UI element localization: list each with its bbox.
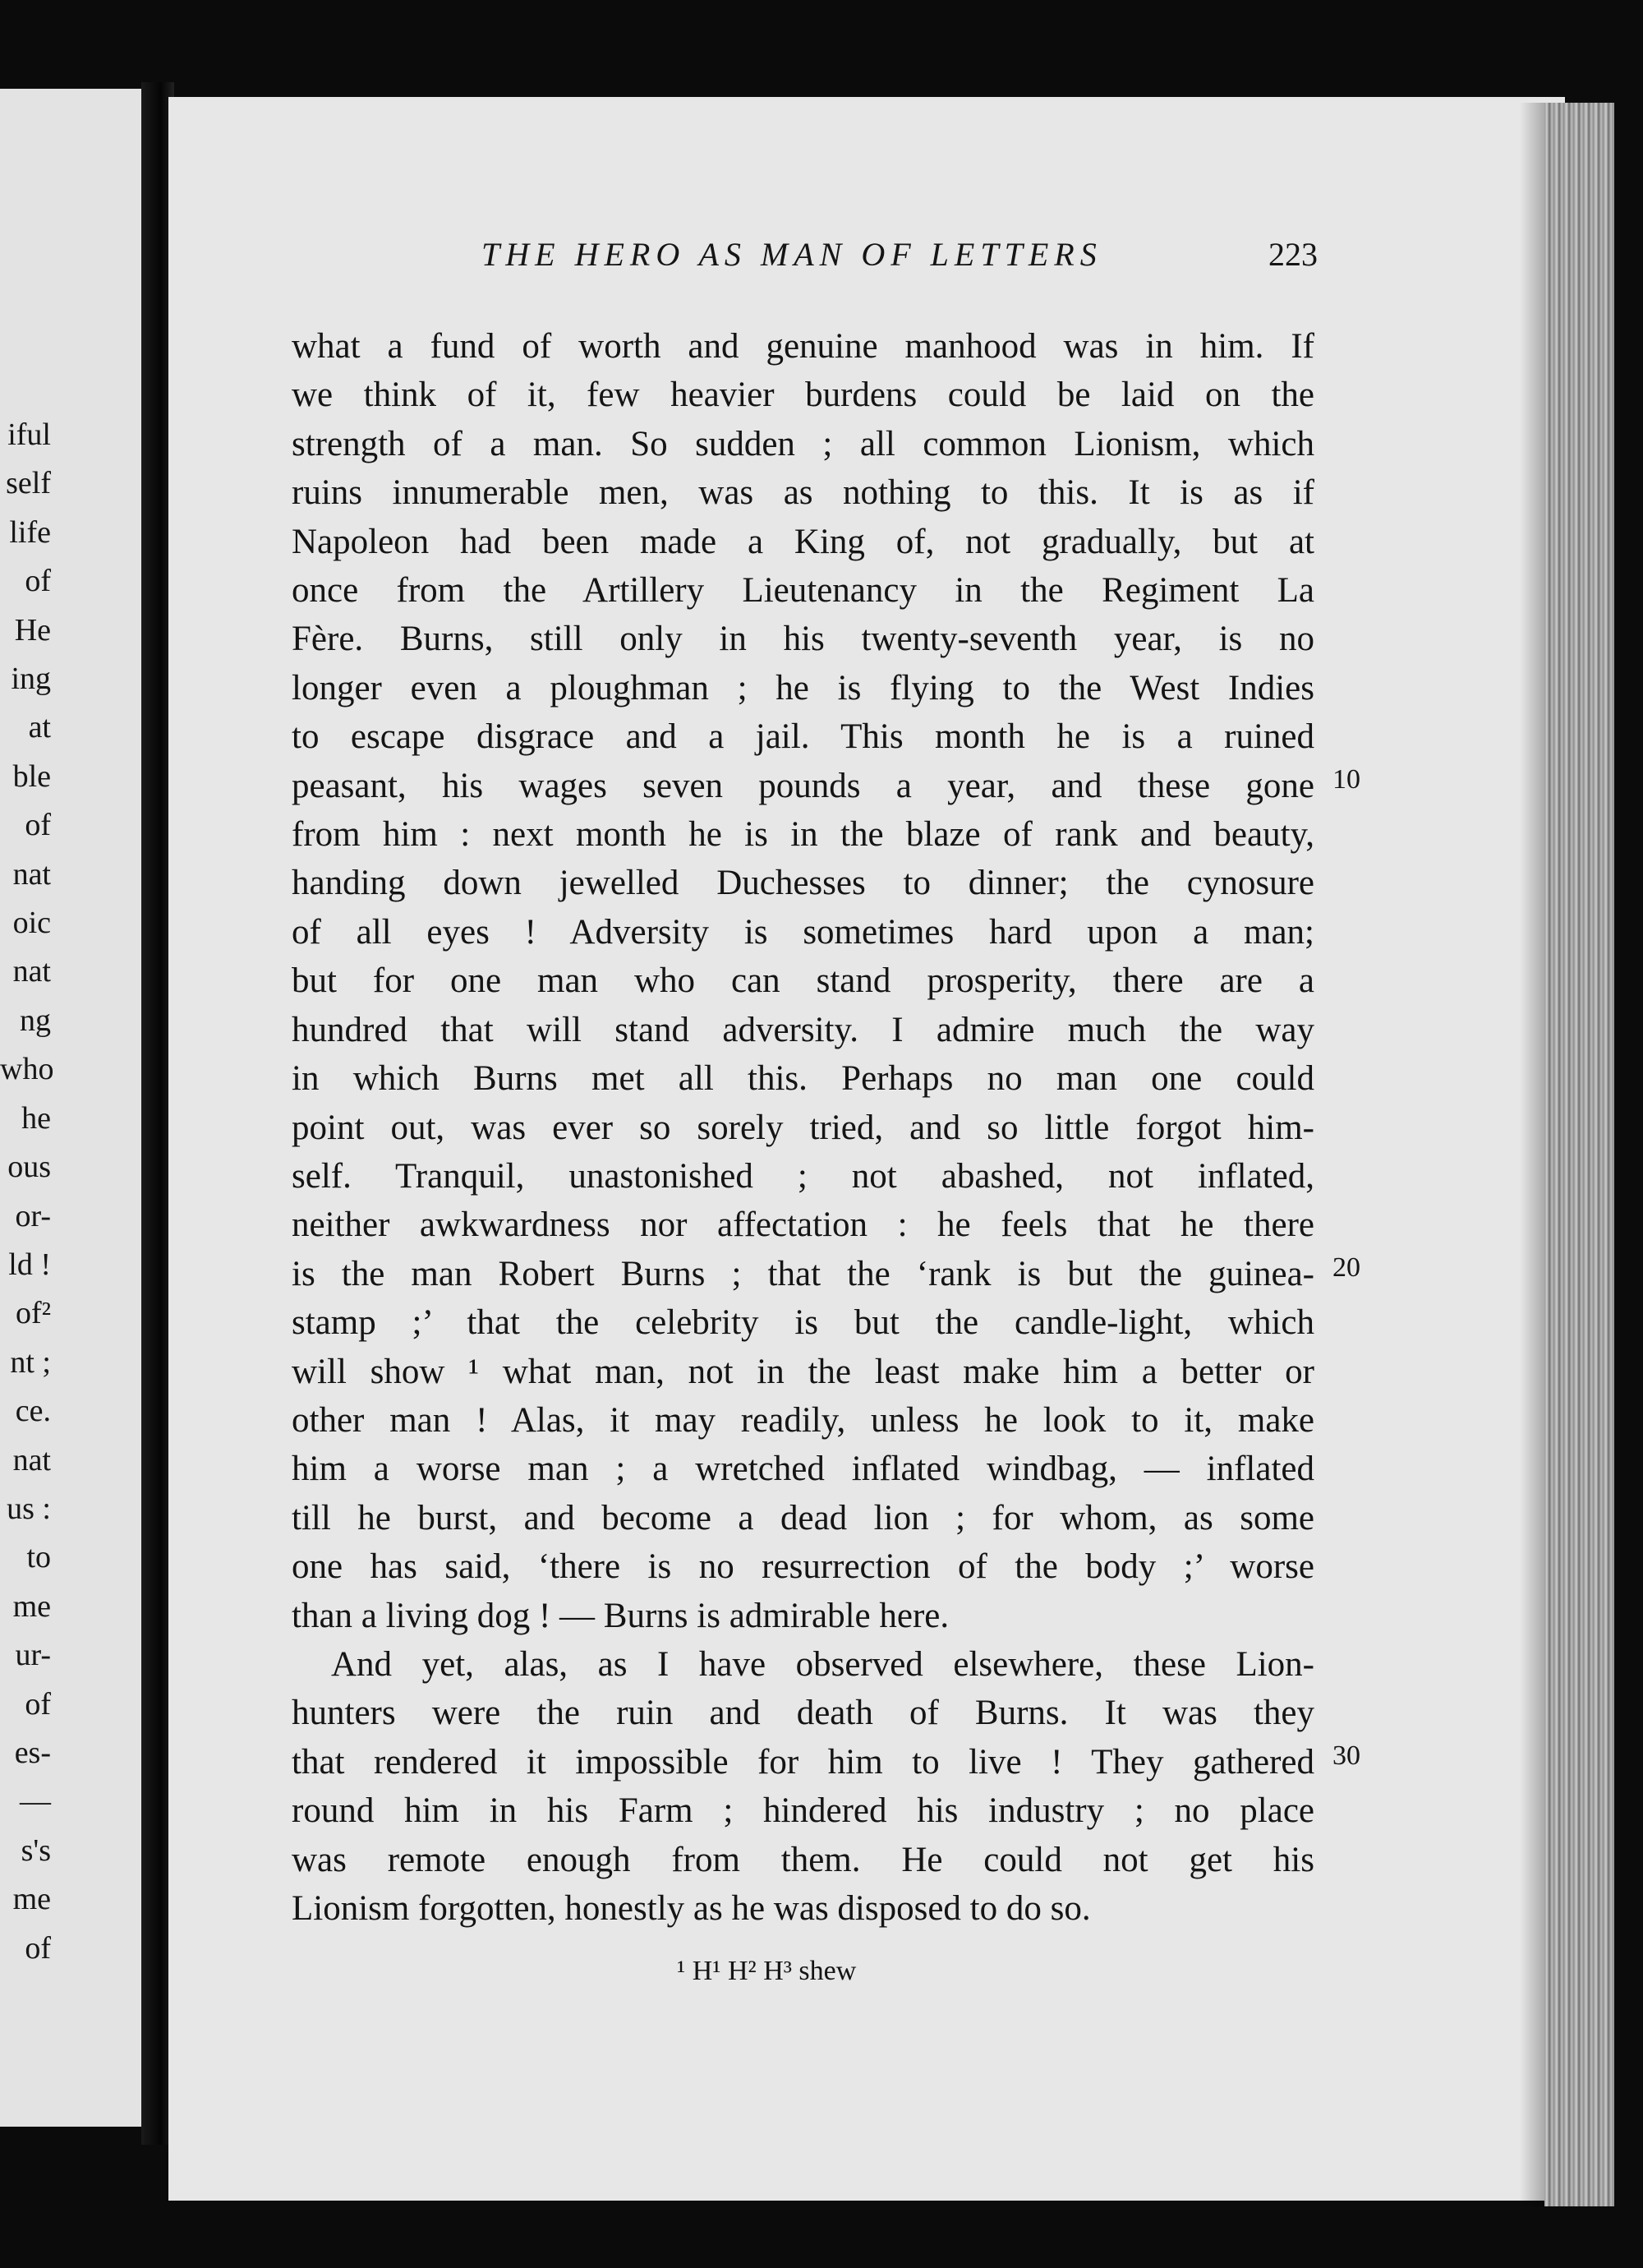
left-page-fragment: nat — [12, 1442, 51, 1477]
text-line: from him : next month he is in the blaze of rank and beauty, — [292, 815, 1314, 855]
left-page-fragment: oic — [12, 906, 51, 941]
left-page — [0, 89, 146, 2127]
text-line: him a worse man ; a wretched inflated windbag, — inflated — [292, 1450, 1314, 1489]
left-page-fragment: nat — [12, 954, 51, 989]
text-line: point out, was ever so sorely tried, and so little forgot him- — [292, 1108, 1314, 1147]
left-page-fragment: of — [25, 1686, 51, 1722]
text-line: neither awkwardness nor affectation : he feels that he there — [292, 1205, 1314, 1245]
left-page-fragment: ce. — [15, 1394, 51, 1429]
text-line: longer even a ploughman ; he is flying to the West Indies — [292, 668, 1314, 708]
left-page-fragment: he — [21, 1100, 51, 1136]
text-line: hundred that will stand adversity. I admire much the way — [292, 1010, 1314, 1049]
text-line: of all eyes ! Adversity is sometimes hard upon a man; — [292, 912, 1314, 952]
page-number: 223 — [1268, 236, 1318, 273]
text-line: Napoleon had been made a King of, not gradually, but at — [292, 522, 1314, 561]
left-page-fragment: self — [6, 466, 51, 501]
left-page-fragment: iful — [7, 417, 51, 452]
line-number-20: 20 — [1332, 1252, 1360, 1283]
text-line: in which Burns met all this. Perhaps no man one could — [292, 1059, 1314, 1099]
left-page-fragment: ous — [7, 1150, 51, 1185]
left-page-fragment: of — [25, 808, 51, 843]
text-line: that rendered it impossible for him to live ! They gathered — [292, 1742, 1314, 1782]
text-line: to escape disgrace and a jail. This month he is a ruined — [292, 717, 1314, 757]
left-page-fragment: nt ; — [10, 1344, 51, 1380]
left-page-fragment: ng — [20, 1003, 51, 1038]
left-page-fragment: es- — [14, 1735, 51, 1770]
text-line: one has said, ‘there is no resurrection of the body ;’ worse — [292, 1547, 1314, 1587]
running-head: THE HERO AS MAN OF LETTERS — [481, 236, 1102, 273]
text-line: stamp ;’ that the celebrity is but the candle-light, which — [292, 1303, 1314, 1343]
text-line: other man ! Alas, it may readily, unless he look to it, make — [292, 1400, 1314, 1440]
text-line: than a living dog ! — Burns is admirable here. — [292, 1596, 950, 1635]
left-page-fragment: or- — [15, 1198, 51, 1233]
left-page-fragment: who — [0, 1052, 54, 1087]
left-page-text-fragments — [0, 411, 54, 1973]
page-edges — [1544, 103, 1614, 2206]
left-page-fragment: life — [9, 514, 51, 550]
left-page-fragment: — — [20, 1784, 51, 1819]
text-line: Fère. Burns, still only in his twenty-seventh year, is no — [292, 620, 1314, 659]
text-line: peasant, his wages seven pounds a year, and these gone — [292, 766, 1314, 805]
line-number-10: 10 — [1332, 764, 1360, 795]
text-line: strength of a man. So sudden ; all common Lionism, which — [292, 424, 1314, 463]
left-page-fragment: of² — [15, 1296, 51, 1331]
text-line: And yet, alas, as I have observed elsewhere, these Lion- — [331, 1644, 1314, 1684]
body-text — [292, 322, 1314, 1933]
line-number-30: 30 — [1332, 1740, 1360, 1771]
text-line: Lionism forgotten, honestly as he was disposed to do so. — [292, 1889, 1091, 1928]
left-page-fragment: nat — [12, 856, 51, 892]
text-line: handing down jewelled Duchesses to dinner; the cynosure — [292, 864, 1314, 903]
left-page-fragment: s's — [21, 1832, 51, 1868]
text-line: but for one man who can stand prosperity, there are a — [292, 961, 1314, 1001]
text-line: hunters were the ruin and death of Burns. It was they — [292, 1694, 1314, 1733]
text-line: round him in his Farm ; hindered his industry ; no place — [292, 1791, 1314, 1831]
text-line: self. Tranquil, unastonished ; not abashed, not inflated, — [292, 1156, 1314, 1196]
text-line: was remote enough from them. He could not get his — [292, 1840, 1314, 1879]
text-line: till he burst, and become a dead lion ; for whom, as some — [292, 1498, 1314, 1537]
text-line: what a fund of worth and genuine manhood was in him. If — [292, 327, 1314, 366]
left-page-fragment: at — [28, 710, 51, 745]
left-page-fragment: of — [25, 564, 51, 599]
left-page-fragment: to — [26, 1540, 51, 1575]
left-page-fragment: He — [14, 612, 51, 648]
left-page-fragment: ing — [11, 662, 51, 697]
text-line: we think of it, few heavier burdens could be laid on the — [292, 376, 1314, 415]
left-page-fragment: me — [12, 1588, 51, 1624]
text-line: ruins innumerable men, was as nothing to this. It is as if — [292, 473, 1314, 513]
left-page-fragment: ur- — [15, 1638, 51, 1673]
left-page-fragment: me — [12, 1882, 51, 1917]
left-page-fragment: ble — [12, 758, 51, 794]
text-line: will show ¹ what man, not in the least make him a better or — [292, 1352, 1314, 1391]
text-line: once from the Artillery Lieutenancy in the Regiment La — [292, 571, 1314, 611]
text-line: is the man Robert Burns ; that the ‘rank is but the guinea- — [292, 1254, 1314, 1293]
footnote: ¹ H¹ H² H³ shew — [677, 1956, 857, 1986]
left-page-fragment: us : — [7, 1491, 51, 1526]
left-page-fragment: of — [25, 1930, 51, 1966]
left-page-fragment: ld ! — [8, 1247, 51, 1282]
